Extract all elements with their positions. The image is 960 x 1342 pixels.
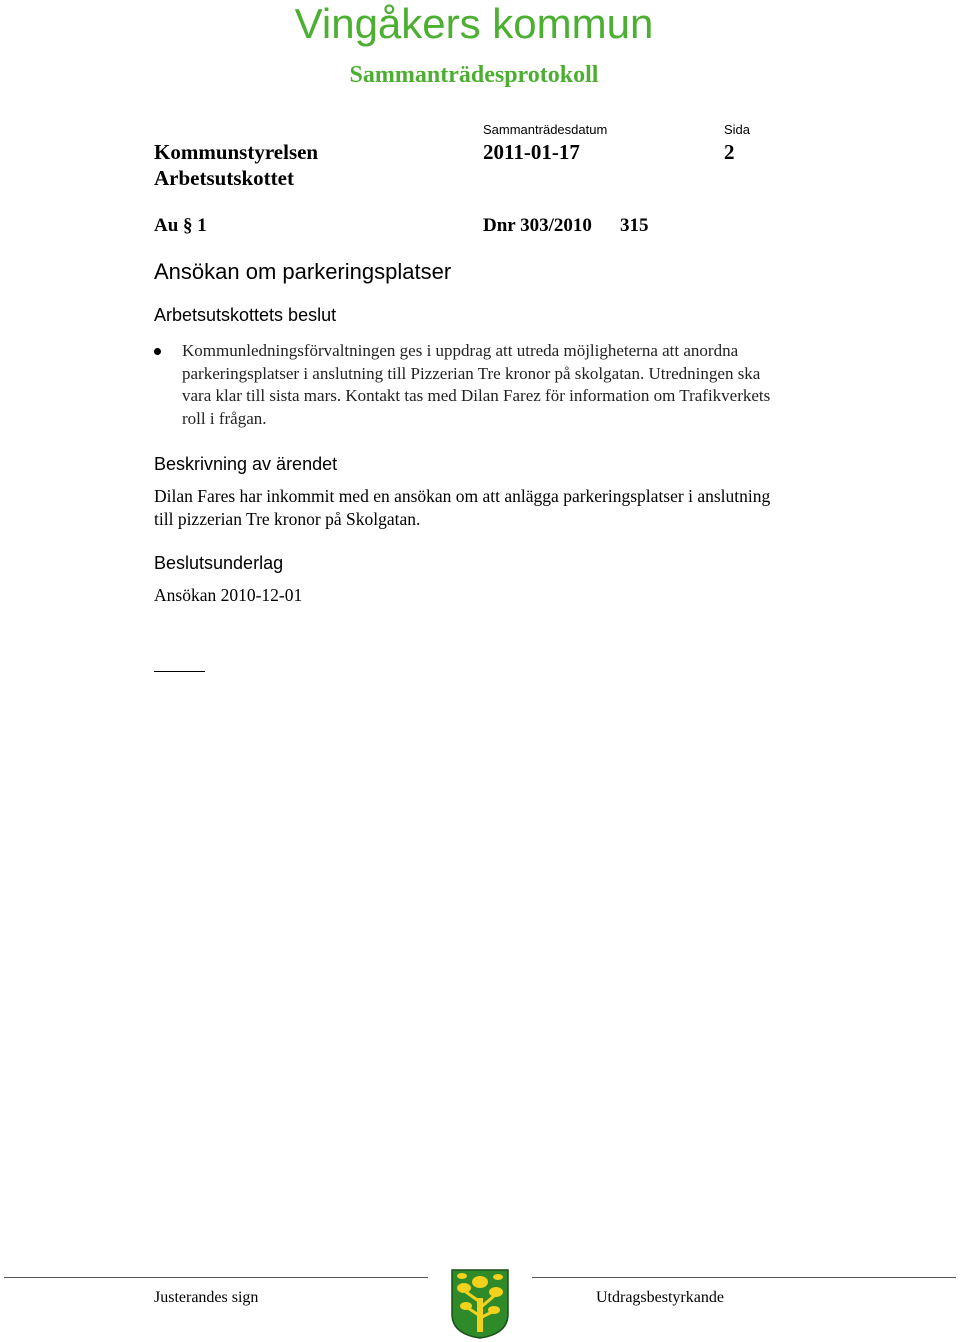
committee-name: Kommunstyrelsen: [154, 140, 319, 164]
meeting-date-label: Sammanträdesdatum: [483, 122, 608, 137]
bullet-icon: [154, 348, 161, 355]
case-title: Ansökan om parkeringsplatser: [154, 259, 452, 284]
signature-field-left: Justerandes sign: [154, 1289, 259, 1306]
footer-rule-left: [4, 1277, 428, 1278]
section-end-rule: [154, 671, 205, 672]
description-text: Dilan Fares har inkommit med en ansökan om att anlägga parkeringsplatser i anslutning till pizzerian Tre kronor på Skolgatan.: [154, 486, 771, 529]
page-number: 2: [724, 140, 735, 164]
basis-heading: Beslutsunderlag: [154, 553, 284, 573]
page-label: Sida: [724, 122, 751, 137]
document-type: Sammanträdesprotokoll: [349, 62, 599, 88]
description-heading: Beskrivning av ärendet: [154, 454, 338, 474]
basis-item: Ansökan 2010-12-01: [154, 585, 303, 605]
footer-rule-right: [532, 1277, 956, 1278]
signature-field-right: Utdragsbestyrkande: [596, 1289, 724, 1306]
org-title: Vingåkers kommun: [294, 0, 654, 47]
decision-bullet-text: Kommunledningsförvaltningen ges i uppdrag att utreda möjligheterna att anordna parkeringsplatser i anslutning till Pizzerian Tre kronor på skolgatan. Utredningen ska vara klar till sista mars. Kontakt tas med Dilan Farez för information om Trafikverkets roll i frågan.: [182, 341, 771, 428]
meeting-date: 2011-01-17: [483, 140, 580, 164]
coat-of-arms-icon: [450, 1268, 510, 1340]
case-number-extra: 315: [620, 215, 649, 236]
case-number: Dnr 303/2010: [483, 215, 592, 236]
subcommittee-name: Arbetsutskottet: [154, 166, 294, 190]
paragraph-id: Au § 1: [154, 215, 207, 236]
decision-heading: Arbetsutskottets beslut: [154, 305, 337, 325]
